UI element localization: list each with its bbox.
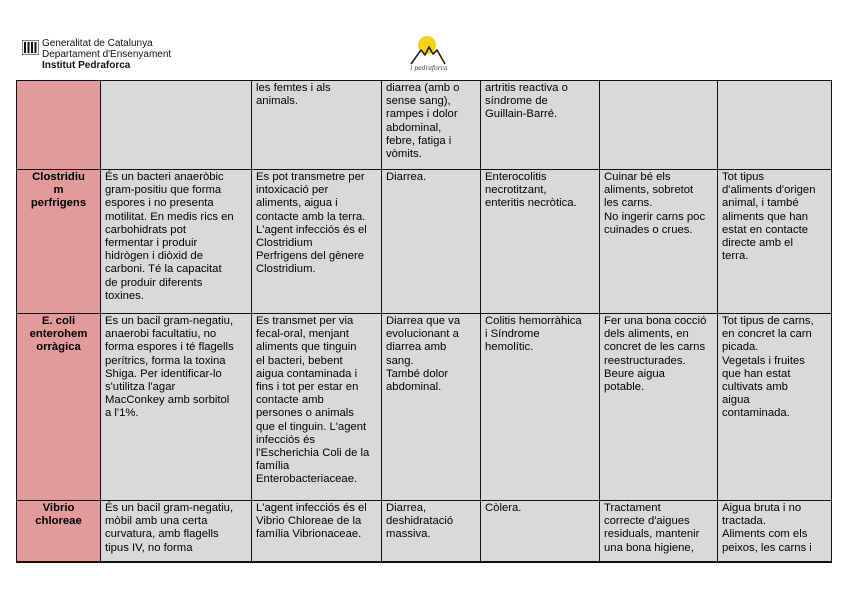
description-cell [101, 81, 252, 170]
bacteria-name-cell: Clostridiu m perfrigens [17, 170, 101, 314]
disease-cell: artritis reactiva o síndrome de Guillain-Barré. [481, 81, 600, 170]
disease-cell: Colitis hemorràhica i Síndrome hemolític. [481, 314, 600, 501]
bacteria-name-cell: Vibrio chloreae [17, 501, 101, 563]
transmission-cell: les femtes i als animals. [252, 81, 382, 170]
disease-cell: Enterocolitis necrotitzant, enteritis necròtica. [481, 170, 600, 314]
mountain-sun-icon [408, 34, 448, 66]
institution-text [42, 38, 171, 71]
table-bottom-border [16, 561, 831, 563]
foods-cell: Tot tipus de carns, en concret la carn picada. Vegetals i fruites que han estat cultivats amb aigua contaminada. [718, 314, 832, 501]
generalitat-logo-icon [22, 40, 39, 55]
table-row [17, 170, 832, 314]
description-cell: És un bacil gram-negatiu, mòbil amb una certa curvatura, amb flagells tipus IV, no forma [101, 501, 252, 563]
bacteria-name-cell: E. coli enterohem orràgica [17, 314, 101, 501]
prevention-cell: Cuinar bé els aliments, sobretot les carns. No ingerir carns poc cuinades o crues. [600, 170, 718, 314]
symptoms-cell: Diarrea que va evolucionant a diarrea amb sang. També dolor abdominal. [382, 314, 481, 501]
prevention-cell: Tractament correcte d'aigues residuals, mantenir una bona higiene, [600, 501, 718, 563]
foods-cell: Tot tipus d'aliments d'origen animal, i també aliments que han estat en contacte directe amb el terra. [718, 170, 832, 314]
foods-cell: Aigua bruta i no tractada. Aliments com els peixos, les carns i [718, 501, 832, 563]
table-row [17, 81, 832, 170]
description-cell: Es un bacil gram-negatiu, anaerobi facultatiu, no forma espores i té flagells perítrics, forma la toxina Shiga. Per identificar-lo s'utilitza l'agar MacConkey amb sorbitol a l'1%. [101, 314, 252, 501]
disease-cell: Còlera. [481, 501, 600, 563]
department-name: Departament d'Ensenyament [42, 49, 172, 60]
symptoms-cell: Diarrea, deshidratació massiva. [382, 501, 481, 563]
prevention-cell [600, 81, 718, 170]
bacteria-name-cell [17, 81, 101, 170]
foods-cell [718, 81, 832, 170]
institute-name: Institut Pedraforca [42, 60, 131, 71]
generalitat-name: Generalitat de Catalunya [42, 38, 153, 49]
pedraforca-logo [408, 34, 448, 74]
table-row [17, 501, 832, 563]
symptoms-cell: Diarrea. [382, 170, 481, 314]
logo-caption: i pedraforca [410, 65, 448, 72]
transmission-cell: Es pot transmetre per intoxicació per aliments, aigua i contacte amb la terra. L'agent infecciós és el Clostridium Perfrigens del gènere Clostridium. [252, 170, 382, 314]
page-header [0, 0, 848, 80]
description-cell: És un bacteri anaeròbic gram-positiu que forma espores i no presenta motilitat. En medis rics en carbohidrats pot fermentar i produir hidrògen i diòxid de carboni. Té la capacitat de produir diferents toxines. [101, 170, 252, 314]
transmission-cell: L'agent infecciós és el Vibrio Chloreae de la família Vibrionaceae. [252, 501, 382, 563]
bacteria-table [16, 80, 832, 563]
transmission-cell: Es transmet per via fecal-oral, menjant aliments que tinguin el bacteri, bebent aigua contaminada i fins i tot per estar en contacte amb persones o animals que el tinguin. L'agent infecciós és l'Escherichia Coli de la família Enterobacteriaceae. [252, 314, 382, 501]
prevention-cell: Fer una bona cocció dels aliments, en concret de les carns reestructurades. Beure aigua potable. [600, 314, 718, 501]
symptoms-cell: diarrea (amb o sense sang), rampes i dolor abdominal, febre, fatiga i vòmits. [382, 81, 481, 170]
table-row [17, 314, 832, 501]
